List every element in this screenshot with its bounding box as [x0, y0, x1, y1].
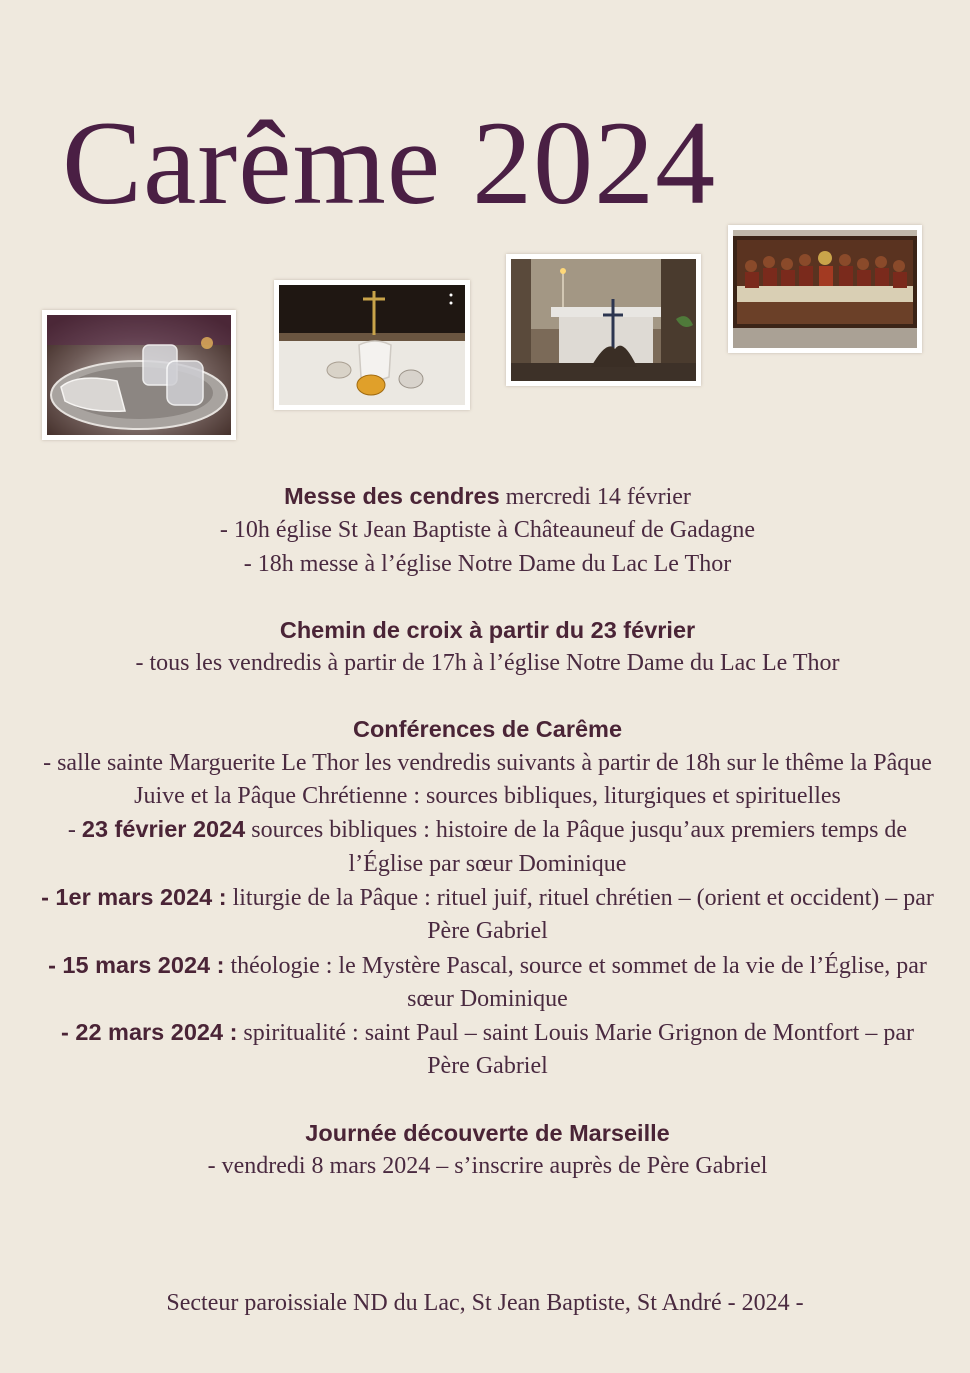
conference-item-prefix: -	[67, 817, 82, 844]
journee-line-1: - vendredi 8 mars 2024 – s’inscrire auprès de Père Gabriel	[207, 1153, 768, 1180]
messe-date: mercredi 14 février	[499, 484, 691, 510]
conference-item-date: 23 février 2024	[81, 816, 246, 843]
conferences-section	[40, 713, 935, 1083]
messe-heading: Messe des cendres	[284, 483, 500, 509]
conference-item-date: - 22 mars 2024 :	[61, 1019, 238, 1046]
messe-des-cendres-section	[40, 480, 935, 581]
conference-item	[40, 1016, 935, 1084]
conference-item-text: liturgie de la Pâque : rituel juif, rituel chrétien – (orient et occident) – par Père Gabriel	[226, 884, 934, 945]
chemin-heading: Chemin de croix à partir du 23 février	[279, 616, 696, 643]
conference-item	[40, 881, 935, 949]
conference-item-text: spiritualité : saint Paul – saint Louis Marie Grignon de Montfort – par Père Gabriel	[237, 1020, 914, 1080]
footer-text: Secteur paroissiale ND du Lac, St Jean Baptiste, St André - 2024 -	[166, 1290, 804, 1316]
program-content	[40, 480, 935, 1216]
conference-item-date: - 15 mars 2024 :	[48, 951, 225, 978]
conference-item-text: théologie : le Mystère Pascal, source et sommet de la vie de l’Église, par sœur Dominique	[224, 952, 927, 1012]
page-title: Carême 2024	[62, 96, 717, 229]
conference-item-date: - 1er mars 2024 :	[41, 883, 227, 910]
messe-line-2: - 18h messe à l’église Notre Dame du Lac Le Thor	[243, 550, 732, 577]
last-supper-painting-photo	[728, 225, 922, 353]
messe-heading-line	[40, 480, 935, 514]
journee-heading: Journée découverte de Marseille	[305, 1119, 670, 1146]
altar-cross-photo	[506, 254, 701, 386]
conferences-heading: Conférences de Carême	[352, 716, 623, 743]
conference-item-text: sources bibliques : histoire de la Pâque jusqu’aux premiers temps de l’Église par sœur Dominique	[245, 817, 908, 877]
journee-marseille-section	[40, 1117, 935, 1184]
glass-vessels-photo	[42, 310, 236, 440]
conference-item	[40, 949, 935, 1017]
chemin-de-croix-section	[40, 614, 935, 681]
altar-oils-photo	[274, 280, 470, 410]
conference-item	[40, 813, 935, 881]
chemin-line-1: - tous les vendredis à partir de 17h à l’église Notre Dame du Lac Le Thor	[135, 650, 840, 677]
messe-line-1: - 10h église St Jean Baptiste à Châteauneuf de Gadagne	[219, 517, 756, 544]
conferences-intro: - salle sainte Marguerite Le Thor les vendredis suivants à partir de 18h sur le thême la Pâque Juive et la Pâque Chrétienne : sources bibliques, liturgiques et spirituelles	[43, 749, 932, 810]
